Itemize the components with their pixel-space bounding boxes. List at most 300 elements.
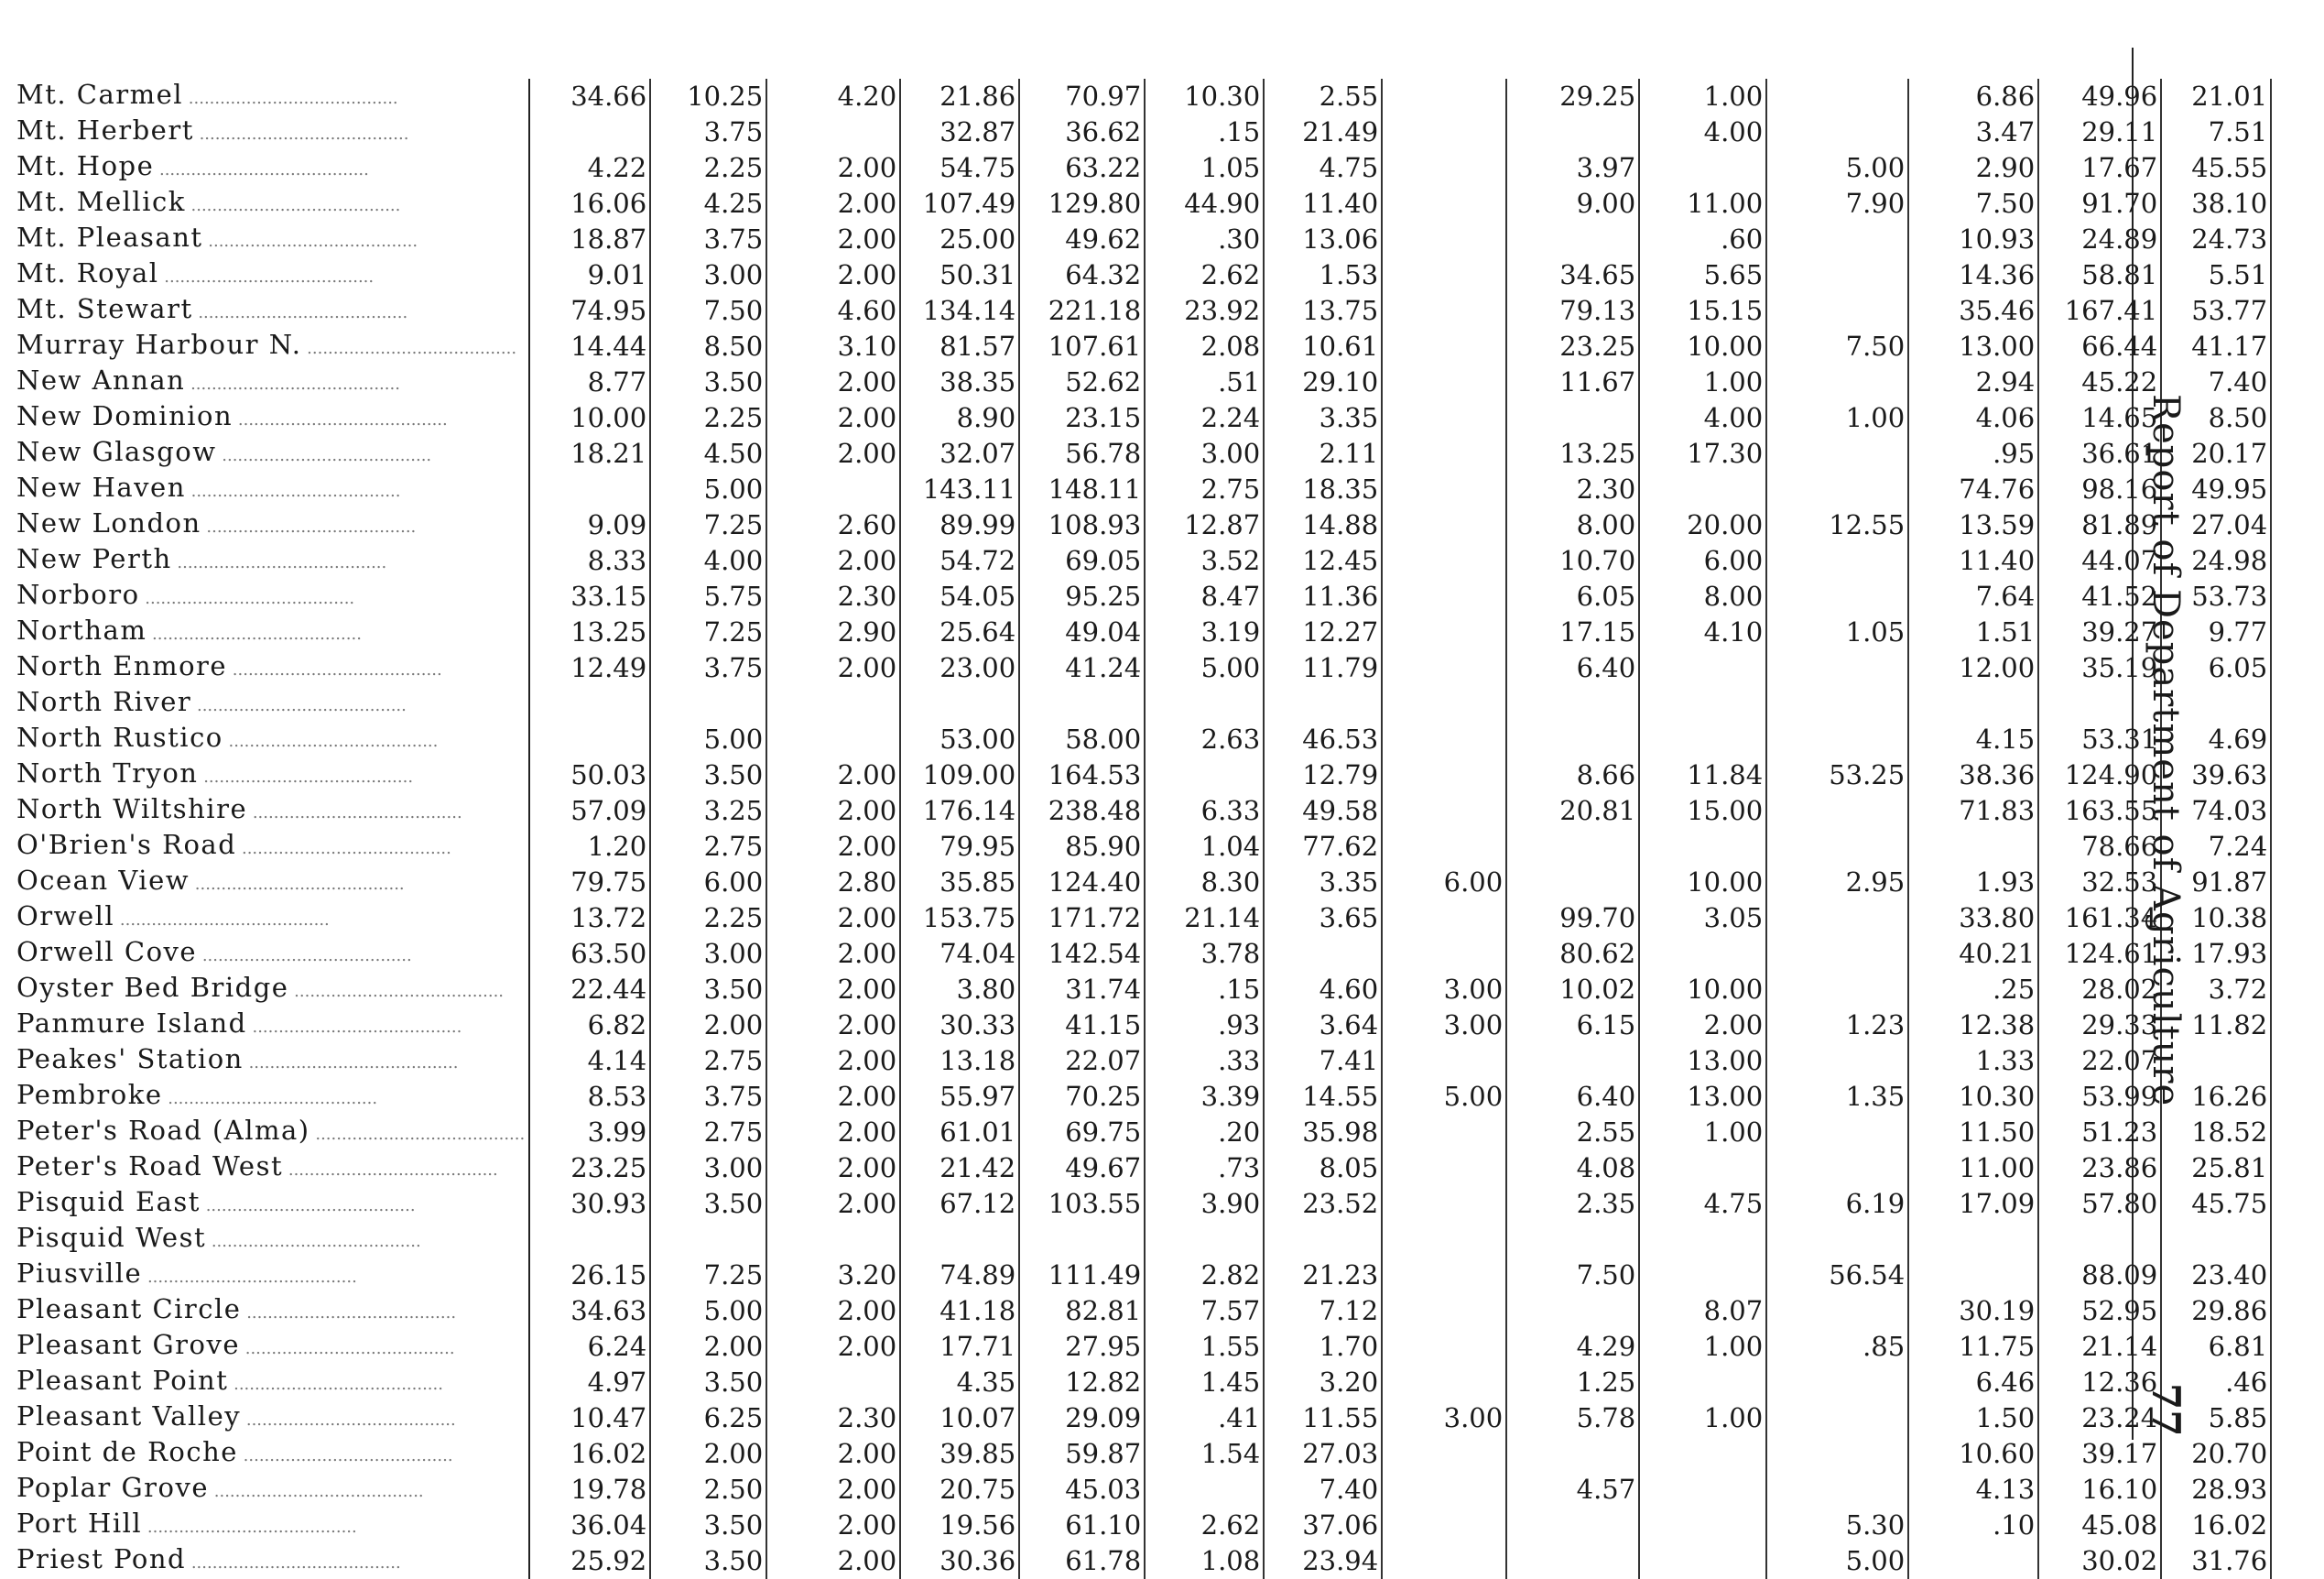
amount-cell: 2.00	[766, 365, 900, 400]
amount-cell: 74.76	[1908, 472, 2038, 507]
district-name-text: Piusville	[16, 1258, 143, 1289]
amount-cell: 2.25	[650, 400, 766, 436]
page-number: 77	[2144, 1383, 2188, 1437]
amount-cell: 39.85	[900, 1436, 1019, 1472]
table-row	[13, 507, 2271, 543]
amount-cell: 49.04	[1019, 615, 1145, 650]
district-name	[13, 400, 529, 436]
amount-cell: 49.95	[2161, 472, 2271, 507]
amount-cell: 7.50	[1766, 329, 1908, 365]
amount-cell: 25.81	[2161, 1150, 2271, 1186]
table-row	[13, 1115, 2271, 1150]
leader-dots: ........................................	[193, 125, 409, 144]
table-row	[13, 543, 2271, 579]
amount-cell: 30.36	[900, 1543, 1019, 1579]
amount-cell: 124.90	[2038, 757, 2161, 793]
amount-cell: 3.20	[1264, 1365, 1382, 1400]
district-name-text: Port Hill	[16, 1508, 143, 1539]
amount-cell: 4.15	[1908, 722, 2038, 757]
amount-cell: 2.00	[650, 1007, 766, 1043]
leader-dots: ........................................	[202, 232, 418, 251]
amount-cell	[1382, 1508, 1506, 1543]
amount-cell: 8.30	[1145, 865, 1264, 900]
amount-cell: 6.40	[1506, 650, 1639, 686]
district-name	[13, 365, 529, 400]
amount-cell: 11.67	[1506, 365, 1639, 400]
amount-cell: 35.46	[1908, 293, 2038, 329]
amount-cell	[1766, 972, 1908, 1007]
amount-cell	[766, 1222, 900, 1258]
amount-cell: 3.50	[650, 1365, 766, 1400]
table-row	[13, 1436, 2271, 1472]
amount-cell: 2.75	[650, 1115, 766, 1150]
amount-cell: 10.00	[1639, 329, 1766, 365]
amount-cell	[1766, 650, 1908, 686]
amount-cell: 40.21	[1908, 936, 2038, 972]
amount-cell: 5.00	[1766, 1543, 1908, 1579]
district-name	[13, 1543, 529, 1579]
district-name	[13, 936, 529, 972]
amount-cell: 2.62	[1145, 257, 1264, 293]
amount-cell: 39.17	[2038, 1436, 2161, 1472]
amount-cell: 50.03	[529, 757, 650, 793]
amount-cell	[1382, 1115, 1506, 1150]
district-name	[13, 829, 529, 865]
amount-cell: 2.00	[766, 1436, 900, 1472]
district-name	[13, 1436, 529, 1472]
amount-cell: 3.75	[650, 650, 766, 686]
amount-cell: 11.00	[1639, 186, 1766, 222]
amount-cell: 1.00	[1639, 365, 1766, 400]
amount-cell	[1506, 1222, 1639, 1258]
amount-cell: 17.30	[1639, 436, 1766, 472]
amount-cell: 6.05	[2161, 650, 2271, 686]
leader-dots: ........................................	[198, 768, 414, 787]
amount-cell: 11.36	[1264, 579, 1382, 615]
district-name-text: New London	[16, 507, 201, 539]
amount-cell	[1506, 1436, 1639, 1472]
amount-cell	[1766, 1293, 1908, 1329]
amount-cell: 3.75	[650, 1079, 766, 1115]
amount-cell: 80.62	[1506, 936, 1639, 972]
amount-cell	[1382, 186, 1506, 222]
amount-cell: 39.27	[2038, 615, 2161, 650]
amount-cell: 6.33	[1145, 793, 1264, 829]
amount-cell: 3.64	[1264, 1007, 1382, 1043]
amount-cell: 6.46	[1908, 1365, 2038, 1400]
amount-cell: 13.25	[529, 615, 650, 650]
district-name	[13, 722, 529, 757]
amount-cell: 8.33	[529, 543, 650, 579]
leader-dots: ........................................	[283, 1160, 498, 1180]
amount-cell: 53.25	[1766, 757, 1908, 793]
amount-cell: 161.34	[2038, 900, 2161, 936]
district-name	[13, 1222, 529, 1258]
amount-cell	[1639, 936, 1766, 972]
amount-cell: 23.15	[1019, 400, 1145, 436]
amount-cell: 81.57	[900, 329, 1019, 365]
district-name-text: Mt. Mellick	[16, 186, 186, 217]
amount-cell: 4.06	[1908, 400, 2038, 436]
amount-cell	[1382, 757, 1506, 793]
amount-cell: 29.09	[1019, 1400, 1145, 1436]
amount-cell	[1506, 865, 1639, 900]
amount-cell: 17.71	[900, 1329, 1019, 1365]
amount-cell: 59.87	[1019, 1436, 1145, 1472]
amount-cell: 29.11	[2038, 114, 2161, 150]
amount-cell: 1.70	[1264, 1329, 1382, 1365]
amount-cell: 10.00	[1639, 865, 1766, 900]
amount-cell: 2.00	[650, 1329, 766, 1365]
amount-cell: 1.53	[1264, 257, 1382, 293]
district-name-text: Poplar Grove	[16, 1472, 210, 1503]
amount-cell: 2.00	[766, 829, 900, 865]
district-name	[13, 579, 529, 615]
amount-cell: 13.00	[1908, 329, 2038, 365]
district-name	[13, 615, 529, 650]
amount-cell: 4.20	[766, 79, 900, 114]
district-name	[13, 1365, 529, 1400]
amount-cell	[1639, 829, 1766, 865]
amount-cell: 176.14	[900, 793, 1019, 829]
amount-cell: 3.75	[650, 222, 766, 257]
amount-cell: 21.42	[900, 1150, 1019, 1186]
amount-cell: 2.30	[766, 1400, 900, 1436]
amount-cell: 3.47	[1908, 114, 2038, 150]
amount-cell: 4.69	[2161, 722, 2271, 757]
amount-cell: 33.15	[529, 579, 650, 615]
amount-cell: 12.00	[1908, 650, 2038, 686]
amount-cell: 4.22	[529, 150, 650, 186]
amount-cell: 20.81	[1506, 793, 1639, 829]
table-row	[13, 1043, 2271, 1079]
amount-cell: 5.00	[650, 722, 766, 757]
amount-cell: 33.80	[1908, 900, 2038, 936]
amount-cell: .95	[1908, 436, 2038, 472]
amount-cell: 6.05	[1506, 579, 1639, 615]
amount-cell: 55.97	[900, 1079, 1019, 1115]
amount-cell	[1382, 579, 1506, 615]
amount-cell: 2.00	[766, 972, 900, 1007]
amount-cell	[1382, 1258, 1506, 1293]
district-name-text: New Perth	[16, 543, 172, 574]
amount-cell: 30.19	[1908, 1293, 2038, 1329]
amount-cell: 35.85	[900, 865, 1019, 900]
amount-cell: 2.25	[650, 900, 766, 936]
amount-cell	[1908, 829, 2038, 865]
amount-cell: .15	[1145, 972, 1264, 1007]
leader-dots: ........................................	[301, 339, 517, 358]
amount-cell	[1382, 222, 1506, 257]
district-name	[13, 150, 529, 186]
leader-dots: ........................................	[154, 160, 369, 180]
amount-cell: 3.00	[1382, 1400, 1506, 1436]
district-name	[13, 1472, 529, 1508]
amount-cell: 2.24	[1145, 400, 1264, 436]
amount-cell: 26.15	[529, 1258, 650, 1293]
amount-cell: 10.07	[900, 1400, 1019, 1436]
district-name-text: Orwell Cove	[16, 936, 198, 967]
amount-cell: 2.95	[1766, 865, 1908, 900]
amount-cell	[1382, 1293, 1506, 1329]
district-name	[13, 1115, 529, 1150]
district-name-text: Priest Pond	[16, 1543, 187, 1574]
district-name-text: Panmure Island	[16, 1007, 247, 1039]
amount-cell: 18.21	[529, 436, 650, 472]
table-row	[13, 79, 2271, 114]
amount-cell: 3.39	[1145, 1079, 1264, 1115]
leader-dots: ........................................	[200, 1196, 416, 1215]
amount-cell: 2.00	[1639, 1007, 1766, 1043]
amount-cell: 11.82	[2161, 1007, 2271, 1043]
amount-cell: .46	[2161, 1365, 2271, 1400]
amount-cell: 4.10	[1639, 615, 1766, 650]
amount-cell: 20.00	[1639, 507, 1766, 543]
table-row	[13, 722, 2271, 757]
table-row	[13, 1007, 2271, 1043]
amount-cell: 21.23	[1264, 1258, 1382, 1293]
amount-cell	[1506, 829, 1639, 865]
amount-cell: 12.55	[1766, 507, 1908, 543]
district-name	[13, 1007, 529, 1043]
amount-cell: 10.30	[1145, 79, 1264, 114]
amount-cell: 5.00	[650, 472, 766, 507]
amount-cell: 2.00	[766, 1186, 900, 1222]
amount-cell	[1766, 472, 1908, 507]
district-name	[13, 507, 529, 543]
district-name-text: Pleasant Valley	[16, 1400, 242, 1432]
amount-cell: 124.40	[1019, 865, 1145, 900]
amount-cell: 11.00	[1908, 1150, 2038, 1186]
amount-cell: 3.00	[650, 936, 766, 972]
amount-cell: 221.18	[1019, 293, 1145, 329]
district-name	[13, 1329, 529, 1365]
amount-cell	[1382, 293, 1506, 329]
amount-cell: 14.36	[1908, 257, 2038, 293]
amount-cell	[1908, 686, 2038, 722]
leader-dots: ........................................	[171, 553, 387, 572]
amount-cell: 30.02	[2038, 1543, 2161, 1579]
leader-dots: ........................................	[114, 910, 330, 930]
amount-cell: 4.14	[529, 1043, 650, 1079]
amount-cell: 82.81	[1019, 1293, 1145, 1329]
amount-cell: 103.55	[1019, 1186, 1145, 1222]
amount-cell	[1382, 793, 1506, 829]
amount-cell: 4.60	[1264, 972, 1382, 1007]
amount-cell	[1382, 1472, 1506, 1508]
amount-cell: 2.25	[650, 150, 766, 186]
amount-cell: 41.15	[1019, 1007, 1145, 1043]
amount-cell: 23.86	[2038, 1150, 2161, 1186]
amount-cell: 91.87	[2161, 865, 2271, 900]
amount-cell: 6.00	[650, 865, 766, 900]
amount-cell: 12.49	[529, 650, 650, 686]
leader-dots: ........................................	[240, 1339, 455, 1358]
amount-cell: 8.07	[1639, 1293, 1766, 1329]
district-name-text: North Enmore	[16, 650, 228, 681]
amount-cell: 22.07	[2038, 1043, 2161, 1079]
district-name	[13, 79, 529, 114]
district-name-text: Pleasant Point	[16, 1365, 229, 1396]
amount-cell: 2.00	[766, 1043, 900, 1079]
amount-cell: .41	[1145, 1400, 1264, 1436]
amount-cell: 7.40	[1264, 1472, 1382, 1508]
amount-cell: 1.55	[1145, 1329, 1264, 1365]
amount-cell: .93	[1145, 1007, 1264, 1043]
amount-cell: 2.00	[766, 1115, 900, 1150]
amount-cell: 10.47	[529, 1400, 650, 1436]
amount-cell: 20.75	[900, 1472, 1019, 1508]
amount-cell: 45.22	[2038, 365, 2161, 400]
district-name-text: Peter's Road (Alma)	[16, 1115, 310, 1146]
amount-cell: 31.76	[2161, 1543, 2271, 1579]
amount-cell: 32.53	[2038, 865, 2161, 900]
amount-cell: 31.74	[1019, 972, 1145, 1007]
amount-cell: 28.02	[2038, 972, 2161, 1007]
table-row	[13, 1365, 2271, 1400]
amount-cell	[1766, 722, 1908, 757]
amount-cell	[1506, 1293, 1639, 1329]
district-name-text: Mt. Pleasant	[16, 222, 203, 253]
amount-cell: 78.66	[2038, 829, 2161, 865]
amount-cell: 12.79	[1264, 757, 1382, 793]
amount-cell: 20.17	[2161, 436, 2271, 472]
amount-cell: 45.55	[2161, 150, 2271, 186]
district-name	[13, 900, 529, 936]
amount-cell: 19.56	[900, 1508, 1019, 1543]
table-row	[13, 1186, 2271, 1222]
amount-cell	[1382, 1043, 1506, 1079]
amount-cell: 41.17	[2161, 329, 2271, 365]
amount-cell: .85	[1766, 1329, 1908, 1365]
amount-cell: 17.15	[1506, 615, 1639, 650]
amount-cell: 89.99	[900, 507, 1019, 543]
leader-dots: ........................................	[243, 1053, 459, 1073]
amount-cell: 22.44	[529, 972, 650, 1007]
amount-cell: 77.62	[1264, 829, 1382, 865]
leader-dots: ........................................	[233, 410, 448, 430]
amount-cell	[1382, 472, 1506, 507]
amount-cell: .20	[1145, 1115, 1264, 1150]
amount-cell: 3.97	[1506, 150, 1639, 186]
amount-cell	[900, 686, 1019, 722]
leader-dots: ........................................	[237, 1446, 453, 1465]
district-name	[13, 1258, 529, 1293]
amount-cell: 10.38	[2161, 900, 2271, 936]
amount-cell	[1766, 900, 1908, 936]
amount-cell	[1382, 365, 1506, 400]
amount-cell	[1639, 1508, 1766, 1543]
amount-cell: 2.00	[766, 1508, 900, 1543]
amount-cell: 34.65	[1506, 257, 1639, 293]
amount-cell: 13.25	[1506, 436, 1639, 472]
amount-cell: 109.00	[900, 757, 1019, 793]
amount-cell: 19.78	[529, 1472, 650, 1508]
amount-cell: 2.30	[766, 579, 900, 615]
amount-cell	[1382, 436, 1506, 472]
amount-cell	[1382, 543, 1506, 579]
amount-cell: 11.40	[1908, 543, 2038, 579]
table-row	[13, 900, 2271, 936]
amount-cell: 6.81	[2161, 1329, 2271, 1365]
amount-cell: 4.00	[650, 543, 766, 579]
amount-cell: 63.50	[529, 936, 650, 972]
amount-cell	[1382, 1329, 1506, 1365]
amount-cell: 6.86	[1908, 79, 2038, 114]
leader-dots: ........................................	[190, 875, 405, 894]
table-row	[13, 1150, 2271, 1186]
leader-dots: ........................................	[223, 732, 439, 751]
amount-cell: 61.78	[1019, 1543, 1145, 1579]
amount-cell: 23.92	[1145, 293, 1264, 329]
amount-cell: 5.00	[1145, 650, 1264, 686]
amount-cell: 2.00	[766, 900, 900, 936]
amount-cell: 13.59	[1908, 507, 2038, 543]
amount-cell	[1382, 686, 1506, 722]
amount-cell	[1639, 472, 1766, 507]
amount-cell: 4.00	[1639, 114, 1766, 150]
amount-cell: 8.50	[2161, 400, 2271, 436]
district-name	[13, 472, 529, 507]
amount-cell: 7.24	[2161, 829, 2271, 865]
amount-cell: 28.93	[2161, 1472, 2271, 1508]
amount-cell: 8.00	[1506, 507, 1639, 543]
district-name-text: Pembroke	[16, 1079, 163, 1110]
amount-cell: 49.67	[1019, 1150, 1145, 1186]
amount-cell: 51.23	[2038, 1115, 2161, 1150]
table-row	[13, 865, 2271, 900]
table-row	[13, 686, 2271, 722]
district-name-text: Pleasant Circle	[16, 1293, 242, 1324]
amount-cell: 34.63	[529, 1293, 650, 1329]
amount-cell: 74.89	[900, 1258, 1019, 1293]
amount-cell	[1382, 829, 1506, 865]
amount-cell: 8.05	[1264, 1150, 1382, 1186]
amount-cell: 21.86	[900, 79, 1019, 114]
amount-cell: 88.09	[2038, 1258, 2161, 1293]
amount-cell: 18.87	[529, 222, 650, 257]
district-name-text: Point de Roche	[16, 1436, 238, 1467]
amount-cell: 29.10	[1264, 365, 1382, 400]
amount-cell	[1506, 1543, 1639, 1579]
leader-dots: ........................................	[192, 303, 408, 322]
amount-cell: 8.66	[1506, 757, 1639, 793]
amount-cell: 32.87	[900, 114, 1019, 150]
amount-cell: 134.14	[900, 293, 1019, 329]
amount-cell: 3.78	[1145, 936, 1264, 972]
amount-cell: 1.93	[1908, 865, 2038, 900]
district-name-text: Pisquid East	[16, 1186, 201, 1217]
district-name	[13, 1150, 529, 1186]
amount-cell: 7.57	[1145, 1293, 1264, 1329]
amount-cell	[1264, 686, 1382, 722]
amount-cell: 2.62	[1145, 1508, 1264, 1543]
amount-cell: 7.90	[1766, 186, 1908, 222]
amount-cell: 3.50	[650, 1186, 766, 1222]
amount-cell: 6.40	[1506, 1079, 1639, 1115]
table-row	[13, 150, 2271, 186]
table-row	[13, 1258, 2271, 1293]
amount-cell: 52.95	[2038, 1293, 2161, 1329]
amount-cell: 12.82	[1019, 1365, 1145, 1400]
district-name-text: North Wiltshire	[16, 793, 248, 824]
amount-cell	[650, 1222, 766, 1258]
table-row	[13, 186, 2271, 222]
amount-cell	[1766, 829, 1908, 865]
amount-cell: 69.05	[1019, 543, 1145, 579]
amount-cell	[1382, 722, 1506, 757]
district-name	[13, 186, 529, 222]
